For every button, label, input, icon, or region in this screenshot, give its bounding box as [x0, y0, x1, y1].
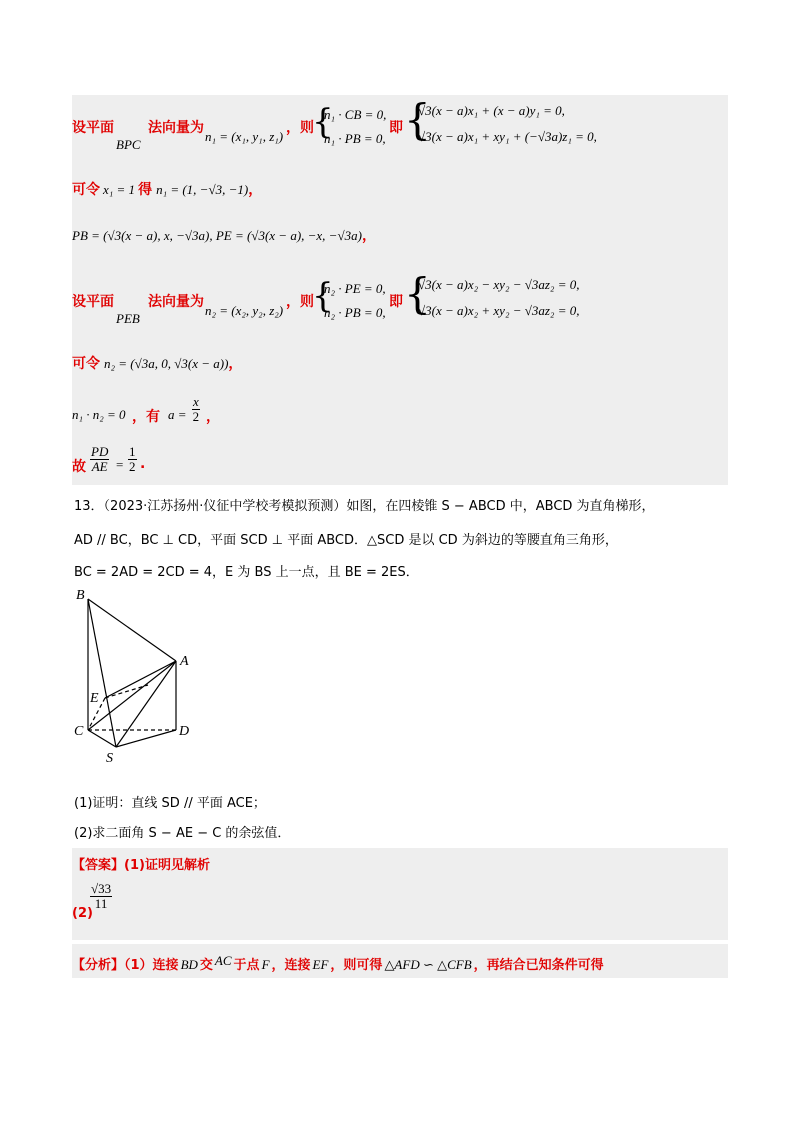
- pd: PD: [91, 444, 109, 459]
- analysis-ef: EF: [312, 957, 329, 972]
- edge-CS: [88, 730, 116, 747]
- bpc-sys1-b: n₁ · PB = 0,: [324, 131, 386, 146]
- peb-sys1-b: n₂ · PB = 0,: [324, 305, 386, 320]
- problem-line-3: BC = 2AD = 2CD = 4，E 为 BS 上一点，且 BE = 2ES．: [74, 565, 419, 580]
- peb-plane: PEB: [116, 311, 140, 326]
- peb-brace-2: {: [404, 269, 431, 318]
- analysis-text-c: 于点: [233, 958, 260, 973]
- comma-4: ，: [206, 409, 220, 425]
- answer-part-2-num: √33: [91, 881, 112, 896]
- pb-pe-expr: PB = (√3(x − a), x, −√3a), PE = (√3(x − a), −x, −√3a): [72, 228, 362, 243]
- edge-BS: [88, 599, 116, 747]
- peb-sys2-a: √3(x − a)x₂ − xy₂ − √3az₂ = 0,: [418, 277, 580, 292]
- answer-part-2-prefix: (2): [72, 906, 93, 921]
- answer-part-2-den: 11: [94, 896, 108, 911]
- bpc-prefix: 设平面: [72, 120, 114, 136]
- a-num: x: [193, 394, 199, 409]
- comma-1: ，: [248, 182, 263, 198]
- label-A: A: [180, 654, 189, 669]
- n1-value: n₁ = (1, −√3, −1): [156, 182, 249, 197]
- keling-2: 可令: [72, 356, 100, 372]
- bpc-sys2-a: √3(x − a)x₁ + (x − a)y₁ = 0,: [418, 103, 565, 118]
- a-eq-left: a =: [168, 407, 187, 422]
- analysis-text-a: （1）连接: [124, 958, 179, 973]
- a-fraction: [192, 395, 200, 424]
- analysis-ac: AC: [214, 953, 232, 968]
- gu: 故: [72, 459, 86, 475]
- a-den: 2: [192, 409, 200, 424]
- answer-panel: [72, 848, 728, 940]
- x1-eq: x₁ = 1: [103, 182, 136, 197]
- label-E: E: [90, 691, 99, 706]
- question-1: (1)证明：直线 SD // 平面 ACE；: [74, 796, 266, 811]
- eq-sign: =: [116, 457, 124, 472]
- pyramid-figure: [68, 585, 198, 765]
- bpc-brace-1: {: [312, 102, 334, 142]
- label-B: B: [76, 588, 85, 603]
- analysis-label: 【分析】: [72, 958, 125, 973]
- analysis-bd: BD: [180, 957, 198, 972]
- analysis-text-d: ，连接: [271, 958, 311, 973]
- edge-SD: [116, 730, 176, 747]
- answer-part-1: (1)证明见解析: [124, 858, 210, 873]
- peb-prefix: 设平面: [72, 294, 114, 310]
- problem-line-2: AD // BC，BC ⊥ CD，平面 SCD ⊥ 平面 ABCD．△SCD 是以 CD 为斜边的等腰直角三角形，: [74, 533, 618, 548]
- half-den: 2: [129, 459, 136, 474]
- n2-value: n₂ = (√3a, 0, √3(x − a)): [104, 356, 229, 371]
- bpc-sys2-b: √3(x − a)x₁ + xy₁ + (−√3a)z₁ = 0,: [418, 129, 597, 144]
- edge-EA: [105, 661, 176, 698]
- pb-pe-row: [72, 225, 376, 245]
- bpc-ji: 即: [389, 120, 403, 136]
- solution-panel: [72, 95, 728, 485]
- bpc-plane: BPC: [116, 137, 141, 152]
- bpc-then: ，则: [286, 120, 314, 136]
- bpc-normal-label: 法向量为: [148, 120, 204, 136]
- de: 得: [138, 182, 153, 198]
- answer-part-2-fraction: [90, 882, 112, 911]
- peb-sys2-b: √3(x − a)x₂ + xy₂ − √3az₂ = 0,: [418, 303, 580, 318]
- n2-row: [72, 353, 242, 373]
- label-S: S: [106, 751, 113, 765]
- peb-sys1-a: n₂ · PE = 0,: [324, 281, 386, 296]
- answer-label: 【答案】: [72, 858, 125, 873]
- problem-line-1: 13．（2023·江苏扬州·仪征中学校考模拟预测）如图，在四棱锥 S − ABCD 中，ABCD 为直角梯形，: [74, 499, 655, 514]
- bpc-normal-expr: n₁ = (x₁, y₁, z₁): [205, 129, 284, 144]
- edge-SA: [116, 661, 176, 747]
- pd-ae-fraction: [90, 445, 109, 474]
- label-D: D: [179, 724, 190, 739]
- edge-BA: [88, 599, 176, 661]
- period: .: [140, 456, 146, 472]
- peb-normal-label: 法向量为: [148, 294, 204, 310]
- keling-1: 可令: [72, 182, 100, 198]
- bpc-brace-2: {: [404, 95, 431, 144]
- comma-2: ，: [361, 228, 376, 244]
- analysis-text-f: ，再结合已知条件可得: [473, 958, 604, 973]
- you: ，有: [132, 409, 160, 425]
- half-num: 1: [129, 444, 136, 459]
- question-2: (2)求二面角 S − AE − C 的余弦值．: [74, 826, 291, 841]
- analysis-f: F: [261, 957, 270, 972]
- peb-ji: 即: [389, 294, 403, 310]
- analysis-panel: [72, 944, 728, 978]
- dot-eq: n₁ · n₂ = 0: [72, 407, 126, 422]
- bpc-sys1-a: n₁ · CB = 0,: [324, 107, 387, 122]
- peb-normal-expr: n₂ = (x₂, y₂, z₂): [205, 303, 284, 318]
- n1-row: [72, 179, 262, 199]
- ae: AE: [91, 459, 108, 474]
- comma-3: ，: [228, 356, 243, 372]
- label-C: C: [74, 724, 84, 739]
- half-fraction: [128, 445, 137, 474]
- analysis-text-e: ，则可得: [330, 958, 383, 973]
- peb-then: ，则: [286, 294, 314, 310]
- peb-brace-1: {: [312, 276, 334, 316]
- analysis-text-b: 交: [199, 958, 213, 973]
- analysis-similar: △AFD ∽ △CFB: [384, 957, 472, 972]
